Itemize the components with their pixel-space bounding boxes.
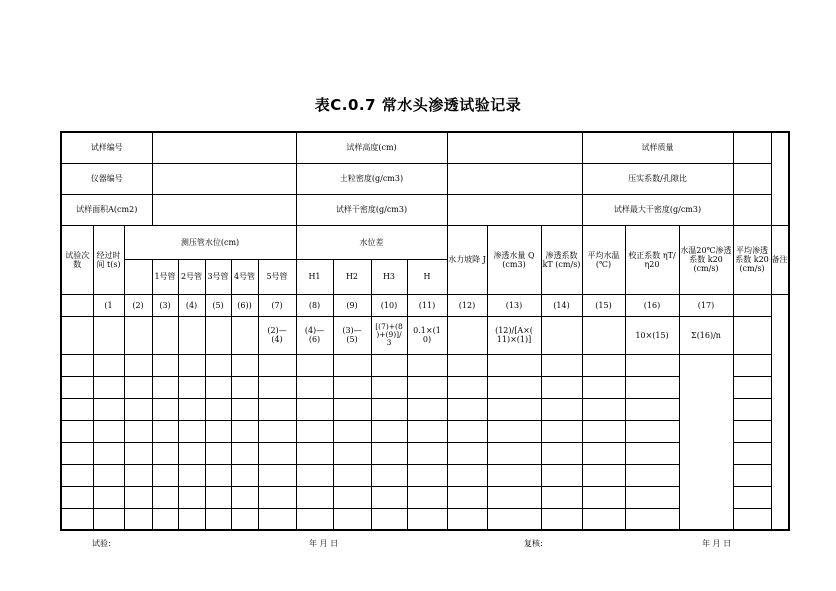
data-cell[interactable]: [296, 376, 333, 398]
data-cell[interactable]: [152, 486, 178, 508]
data-cell[interactable]: [625, 398, 679, 420]
data-cell[interactable]: [152, 376, 178, 398]
data-cell[interactable]: [205, 508, 231, 530]
column-number: (4): [178, 294, 205, 316]
data-cell[interactable]: [407, 442, 447, 464]
data-cell[interactable]: [178, 464, 205, 486]
data-cell[interactable]: [447, 486, 487, 508]
page-title: 表C.0.7 常水头渗透试验记录: [314, 96, 522, 114]
data-cell[interactable]: [231, 442, 258, 464]
review-date-label: 年 月 日: [702, 539, 732, 548]
data-cell[interactable]: [407, 464, 447, 486]
data-cell[interactable]: [152, 420, 178, 442]
data-cell[interactable]: [407, 508, 447, 530]
header-trial-no: 试验次数: [61, 225, 93, 294]
data-cell[interactable]: [231, 420, 258, 442]
data-cell[interactable]: [205, 442, 231, 464]
data-cell[interactable]: [447, 420, 487, 442]
data-cell[interactable]: [258, 354, 296, 376]
data-cell[interactable]: [296, 442, 333, 464]
data-cell[interactable]: [487, 420, 541, 442]
formula-k20: 10×(15): [625, 316, 679, 354]
data-cell[interactable]: [178, 354, 205, 376]
data-cell[interactable]: [733, 376, 771, 398]
data-cell[interactable]: [541, 464, 582, 486]
data-cell[interactable]: [124, 486, 152, 508]
header-k20: 水温20℃渗透系数 k20 (cm/s): [679, 225, 733, 294]
data-cell[interactable]: [625, 508, 679, 530]
header-tube-1: 1号管: [152, 259, 178, 294]
data-cell[interactable]: [541, 442, 582, 464]
info-value-cell[interactable]: [152, 163, 296, 194]
data-cell[interactable]: [371, 398, 407, 420]
data-cell[interactable]: [541, 486, 582, 508]
info-row: [61, 194, 789, 225]
data-cell[interactable]: [61, 398, 93, 420]
data-cell[interactable]: [296, 398, 333, 420]
data-cell[interactable]: [205, 354, 231, 376]
data-cell[interactable]: [258, 398, 296, 420]
data-cell[interactable]: [231, 464, 258, 486]
data-cell[interactable]: [152, 398, 178, 420]
tester-label: 试验:: [92, 539, 111, 548]
reviewer-label: 复核:: [524, 539, 543, 548]
column-number: (2): [124, 294, 152, 316]
data-cell[interactable]: [124, 420, 152, 442]
blank-cell: [231, 316, 258, 354]
formula-avg-k20: Σ(16)/n: [679, 316, 733, 354]
data-cell[interactable]: [371, 508, 407, 530]
header-avg-k20: 平均渗透系数 k20 (cm/s): [733, 225, 771, 294]
data-cell[interactable]: [407, 354, 447, 376]
column-number: (10): [371, 294, 407, 316]
header-gradient: 水力坡降 J: [447, 225, 487, 294]
header-h2: H2: [333, 259, 371, 294]
data-cell[interactable]: [733, 398, 771, 420]
data-cell[interactable]: [541, 376, 582, 398]
header-h1: H1: [296, 259, 333, 294]
data-cell[interactable]: [371, 376, 407, 398]
data-cell[interactable]: [178, 376, 205, 398]
data-cell[interactable]: [296, 486, 333, 508]
column-number: (8): [296, 294, 333, 316]
data-cell[interactable]: [407, 486, 447, 508]
data-cell[interactable]: [487, 442, 541, 464]
data-cell[interactable]: [447, 354, 487, 376]
data-cell[interactable]: [61, 442, 93, 464]
header-avg-temp: 平均水温 (℃): [582, 225, 625, 294]
data-cell[interactable]: [582, 464, 625, 486]
blank-cell: [733, 316, 771, 354]
column-number: (7): [258, 294, 296, 316]
info-value-cell[interactable]: [733, 194, 771, 225]
column-number: (16): [625, 294, 679, 316]
data-cell[interactable]: [447, 398, 487, 420]
data-cell[interactable]: [333, 442, 371, 464]
blank-cell: [61, 294, 93, 316]
header-seepage-volume: 渗透水量 Q (cm3): [487, 225, 541, 294]
formula-kt: (12)/[A×( 11)×(1)]: [487, 316, 541, 354]
data-cell[interactable]: [296, 508, 333, 530]
data-cell[interactable]: [487, 398, 541, 420]
column-number: (11): [407, 294, 447, 316]
data-cell[interactable]: [487, 376, 541, 398]
info-label: 土粒密度(g/cm3): [296, 163, 447, 194]
data-cell[interactable]: [487, 508, 541, 530]
data-cell[interactable]: [296, 354, 333, 376]
formula-h1: (2)— (4): [258, 316, 296, 354]
test-date-label: 年 月 日: [309, 539, 339, 548]
data-cell[interactable]: [178, 486, 205, 508]
blank-cell: [582, 316, 625, 354]
column-number: (12): [447, 294, 487, 316]
header-blank: [124, 259, 152, 294]
data-cell[interactable]: [625, 442, 679, 464]
data-cell[interactable]: [61, 486, 93, 508]
data-cell[interactable]: [407, 398, 447, 420]
data-cell[interactable]: [258, 464, 296, 486]
column-number: (14): [541, 294, 582, 316]
data-cell[interactable]: [231, 354, 258, 376]
data-cell[interactable]: [625, 354, 679, 376]
data-cell[interactable]: [447, 376, 487, 398]
data-cell[interactable]: [258, 420, 296, 442]
data-cell[interactable]: [258, 442, 296, 464]
data-cell[interactable]: [258, 508, 296, 530]
blank-cell: [205, 316, 231, 354]
info-label: 试样高度(cm): [296, 132, 447, 163]
data-cell[interactable]: [371, 420, 407, 442]
data-cell[interactable]: [61, 376, 93, 398]
data-cell[interactable]: [178, 508, 205, 530]
data-cell[interactable]: [333, 486, 371, 508]
info-label: 试样编号: [61, 132, 152, 163]
data-cell[interactable]: [205, 398, 231, 420]
data-cell[interactable]: [152, 464, 178, 486]
data-cell[interactable]: [582, 376, 625, 398]
data-cell[interactable]: [407, 420, 447, 442]
info-label: 仪器编号: [61, 163, 152, 194]
data-cell[interactable]: [296, 420, 333, 442]
data-cell[interactable]: [178, 420, 205, 442]
data-cell[interactable]: [447, 464, 487, 486]
data-cell[interactable]: [541, 398, 582, 420]
data-cell[interactable]: [487, 464, 541, 486]
data-cell[interactable]: [582, 508, 625, 530]
header-tube-3: 3号管: [205, 259, 231, 294]
data-cell[interactable]: [178, 442, 205, 464]
header-h: H: [407, 259, 447, 294]
info-label: 试样面积A(cm2): [61, 194, 152, 225]
column-number: (6)): [231, 294, 258, 316]
data-cell[interactable]: [258, 376, 296, 398]
data-cell[interactable]: [582, 398, 625, 420]
info-label: 试样质量: [582, 132, 733, 163]
blank-cell: [541, 316, 582, 354]
test-record-table: [60, 131, 790, 531]
formula-j: 0.1×(1 0): [407, 316, 447, 354]
header-head-diff-group: 水位差: [296, 225, 447, 259]
data-cell[interactable]: [487, 354, 541, 376]
data-cell[interactable]: [733, 464, 771, 486]
formula-h2: (4)— (6): [296, 316, 333, 354]
data-cell[interactable]: [541, 354, 582, 376]
header-tube-5: 5号管: [258, 259, 296, 294]
data-cell[interactable]: [93, 442, 124, 464]
data-cell[interactable]: [152, 508, 178, 530]
data-cell[interactable]: [625, 464, 679, 486]
data-cell[interactable]: [733, 442, 771, 464]
formula-row: [61, 316, 789, 354]
header-perm-coef: 渗透系数 kT (cm/s): [541, 225, 582, 294]
blank-cell: [93, 316, 124, 354]
data-cell[interactable]: [93, 376, 124, 398]
info-row: [61, 132, 789, 163]
data-cell[interactable]: [447, 508, 487, 530]
data-cell[interactable]: [231, 508, 258, 530]
data-cell[interactable]: [733, 508, 771, 530]
data-cell[interactable]: [61, 464, 93, 486]
data-cell[interactable]: [93, 354, 124, 376]
column-number: (3): [152, 294, 178, 316]
data-cell[interactable]: [487, 486, 541, 508]
info-value-cell[interactable]: [447, 163, 582, 194]
data-cell[interactable]: [93, 420, 124, 442]
data-cell[interactable]: [231, 376, 258, 398]
info-value-cell[interactable]: [733, 163, 771, 194]
blank-cell: [733, 294, 771, 316]
blank-cell: [152, 316, 178, 354]
data-cell[interactable]: [407, 376, 447, 398]
data-cell[interactable]: [333, 398, 371, 420]
data-cell[interactable]: [333, 508, 371, 530]
avg-k20-merged-cell[interactable]: [679, 354, 733, 530]
data-cell[interactable]: [625, 376, 679, 398]
data-cell[interactable]: [541, 508, 582, 530]
header-tube-4: 4号管: [231, 259, 258, 294]
info-value-cell[interactable]: [152, 194, 296, 225]
data-cell[interactable]: [93, 464, 124, 486]
info-value-cell[interactable]: [447, 132, 582, 163]
blank-cell: [447, 316, 487, 354]
data-cell[interactable]: [93, 486, 124, 508]
header-elapsed-time: 经过时间 t(s): [93, 225, 124, 294]
data-cell[interactable]: [231, 486, 258, 508]
data-cell[interactable]: [152, 442, 178, 464]
data-cell[interactable]: [124, 508, 152, 530]
data-cell[interactable]: [124, 464, 152, 486]
column-number: (9): [333, 294, 371, 316]
column-number: (13): [487, 294, 541, 316]
data-cell[interactable]: [733, 486, 771, 508]
data-cell[interactable]: [733, 354, 771, 376]
data-cell[interactable]: [582, 354, 625, 376]
data-cell[interactable]: [61, 354, 93, 376]
header-piezometer-group: 测压管水位(cm): [124, 225, 296, 259]
info-value-cell[interactable]: [152, 132, 296, 163]
data-cell[interactable]: [582, 486, 625, 508]
data-cell[interactable]: [152, 354, 178, 376]
header-h3: H3: [371, 259, 407, 294]
data-cell[interactable]: [205, 376, 231, 398]
formula-h3: (3)— (5): [333, 316, 371, 354]
info-value-cell[interactable]: [447, 194, 582, 225]
header-remarks: 备注: [771, 225, 789, 294]
data-cell[interactable]: [582, 442, 625, 464]
blank-cell: [124, 316, 152, 354]
column-number-row: [61, 294, 789, 316]
data-cell[interactable]: [582, 420, 625, 442]
data-cell[interactable]: [333, 354, 371, 376]
column-number: (1: [93, 294, 124, 316]
column-header-row: [61, 225, 789, 259]
data-cell[interactable]: [205, 464, 231, 486]
data-cell[interactable]: [61, 508, 93, 530]
data-cell[interactable]: [93, 398, 124, 420]
data-cell[interactable]: [371, 442, 407, 464]
data-cell[interactable]: [124, 354, 152, 376]
data-cell[interactable]: [541, 420, 582, 442]
formula-h: [(7)+(8 )+(9)]/ 3: [371, 316, 407, 354]
column-number: (5): [205, 294, 231, 316]
data-cell[interactable]: [205, 486, 231, 508]
data-cell[interactable]: [231, 398, 258, 420]
data-cell[interactable]: [124, 398, 152, 420]
data-cell[interactable]: [124, 442, 152, 464]
data-cell[interactable]: [371, 486, 407, 508]
data-cell[interactable]: [371, 354, 407, 376]
data-cell[interactable]: [333, 376, 371, 398]
data-cell[interactable]: [625, 420, 679, 442]
data-row: [61, 354, 789, 376]
header-correction: 校正系数 ηT/η20: [625, 225, 679, 294]
blank-cell: [178, 316, 205, 354]
column-number: (17): [679, 294, 733, 316]
data-cell[interactable]: [333, 420, 371, 442]
info-label: 压实系数/孔隙比: [582, 163, 733, 194]
data-cell[interactable]: [733, 420, 771, 442]
blank-cell: [61, 316, 93, 354]
column-number: (15): [582, 294, 625, 316]
info-label: 试样干密度(g/cm3): [296, 194, 447, 225]
data-cell[interactable]: [371, 464, 407, 486]
data-cell[interactable]: [447, 442, 487, 464]
data-cell[interactable]: [333, 464, 371, 486]
data-cell[interactable]: [625, 486, 679, 508]
info-row: [61, 163, 789, 194]
data-cell[interactable]: [178, 398, 205, 420]
info-label: 试样最大干密度(g/cm3): [582, 194, 733, 225]
data-cell[interactable]: [61, 420, 93, 442]
header-tube-2: 2号管: [178, 259, 205, 294]
data-cell[interactable]: [258, 486, 296, 508]
data-cell[interactable]: [93, 508, 124, 530]
data-cell[interactable]: [205, 420, 231, 442]
info-value-cell[interactable]: [733, 132, 771, 163]
data-cell[interactable]: [296, 464, 333, 486]
data-cell[interactable]: [124, 376, 152, 398]
